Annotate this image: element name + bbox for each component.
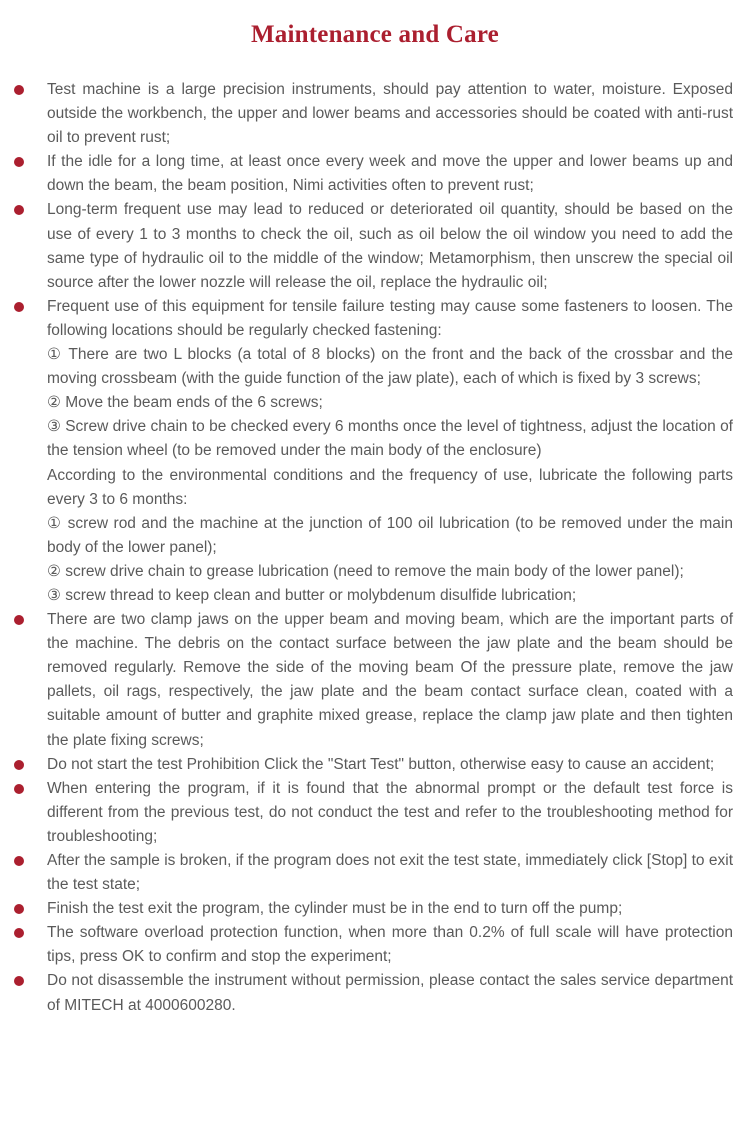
item-paragraph: Frequent use of this equipment for tensile failure testing may cause some fasteners to loosen. The following locations should be regularly checked fastening: — [47, 297, 733, 339]
list-item — [47, 608, 733, 753]
item-text — [47, 78, 733, 150]
bullet-icon — [14, 302, 24, 312]
list-item — [47, 849, 733, 897]
item-paragraph: ② Move the beam ends of the 6 screws; — [47, 394, 323, 412]
item-paragraph: If the idle for a long time, at least once every week and move the upper and lower beams up and down the beam, the beam position, Nimi activities often to prevent rust; — [47, 153, 733, 195]
item-paragraph: ③ Screw drive chain to be checked every 6 months once the level of tightness, adjust the location of the tension wheel (to be removed under the main body of the enclosure) — [47, 418, 733, 460]
item-text — [47, 608, 733, 753]
item-paragraph: Do not disassemble the instrument without permission, please contact the sales service department of MITECH at 4000600280. — [47, 972, 733, 1014]
list-item — [47, 150, 733, 198]
item-text — [47, 849, 733, 897]
item-paragraph: ① screw rod and the machine at the junction of 100 oil lubrication (to be removed under the main body of the lower panel); — [47, 514, 733, 556]
list-item — [47, 921, 733, 969]
bullet-icon — [14, 904, 24, 914]
bullet-icon — [14, 784, 24, 794]
list-item — [47, 969, 733, 1017]
bullet-icon — [14, 976, 24, 986]
item-paragraph: ② screw drive chain to grease lubrication (need to remove the main body of the lower panel); — [47, 562, 684, 580]
item-text — [47, 150, 733, 198]
item-paragraph: There are two clamp jaws on the upper beam and moving beam, which are the important parts of the machine. The debris on the contact surface between the jaw plate and the beam should be removed regularly. Remove the side of the moving beam Of the pressure plate, remove the jaw pallets, oil rags, respectively, the jaw plate and the beam contact surface clean, coated with a suitable amount of butter and graphite mixed grease, replace the clamp jaw plate and then tighten the plate fixing screws; — [47, 611, 733, 749]
page-title: Maintenance and Care — [251, 21, 499, 48]
bullet-icon — [14, 856, 24, 866]
bullet-icon — [14, 928, 24, 938]
item-text — [47, 921, 733, 969]
list-item — [47, 295, 733, 608]
bullet-icon — [14, 760, 24, 770]
list-item — [47, 753, 733, 777]
item-text — [47, 897, 733, 921]
bullet-icon — [14, 615, 24, 625]
manual-page — [0, 21, 750, 1125]
list-item — [47, 198, 733, 294]
item-text — [47, 198, 733, 294]
item-paragraph: Do not start the test Prohibition Click the "Start Test" button, otherwise easy to cause an accident; — [47, 755, 715, 773]
item-paragraph: When entering the program, if it is found that the abnormal prompt or the default test force is different from the previous test, do not conduct the test and refer to the troubleshooting method for troubleshooting; — [47, 779, 733, 845]
item-paragraph: The software overload protection function, when more than 0.2% of full scale will have protection tips, press OK to confirm and stop the experiment; — [47, 924, 733, 966]
bullet-icon — [14, 157, 24, 167]
list-item — [47, 78, 733, 150]
item-paragraph: Test machine is a large precision instruments, should pay attention to water, moisture. Exposed outside the workbench, the upper and lower beams and accessories should be coated with anti-rust oil to prevent rust; — [47, 81, 733, 147]
item-paragraph: ① There are two L blocks (a total of 8 blocks) on the front and the back of the crossbar and the moving crossbeam (with the guide function of the jaw plate), each of which is fixed by 3 screws; — [47, 346, 733, 388]
bullet-icon — [14, 85, 24, 95]
item-text — [47, 969, 733, 1017]
item-text — [47, 777, 733, 849]
bullet-icon — [14, 205, 24, 215]
item-text — [47, 753, 733, 777]
item-paragraph: After the sample is broken, if the program does not exit the test state, immediately click [Stop] to exit the test state; — [47, 852, 733, 894]
item-text — [47, 295, 733, 608]
item-paragraph: According to the environmental conditions and the frequency of use, lubricate the following parts every 3 to 6 months: — [47, 466, 733, 508]
item-paragraph: Long-term frequent use may lead to reduced or deteriorated oil quantity, should be based on the use of every 1 to 3 months to check the oil, such as oil below the oil window you need to add the same type of hydraulic oil to the middle of the window; Metamorphism, then unscrew the special oil source after the lower nozzle will release the oil, replace the hydraulic oil; — [47, 201, 733, 291]
item-paragraph: ③ screw thread to keep clean and butter or molybdenum disulfide lubrication; — [47, 586, 577, 604]
bullet-list — [0, 78, 750, 1018]
list-item — [47, 777, 733, 849]
item-paragraph: Finish the test exit the program, the cylinder must be in the end to turn off the pump; — [47, 900, 623, 918]
list-item — [47, 897, 733, 921]
